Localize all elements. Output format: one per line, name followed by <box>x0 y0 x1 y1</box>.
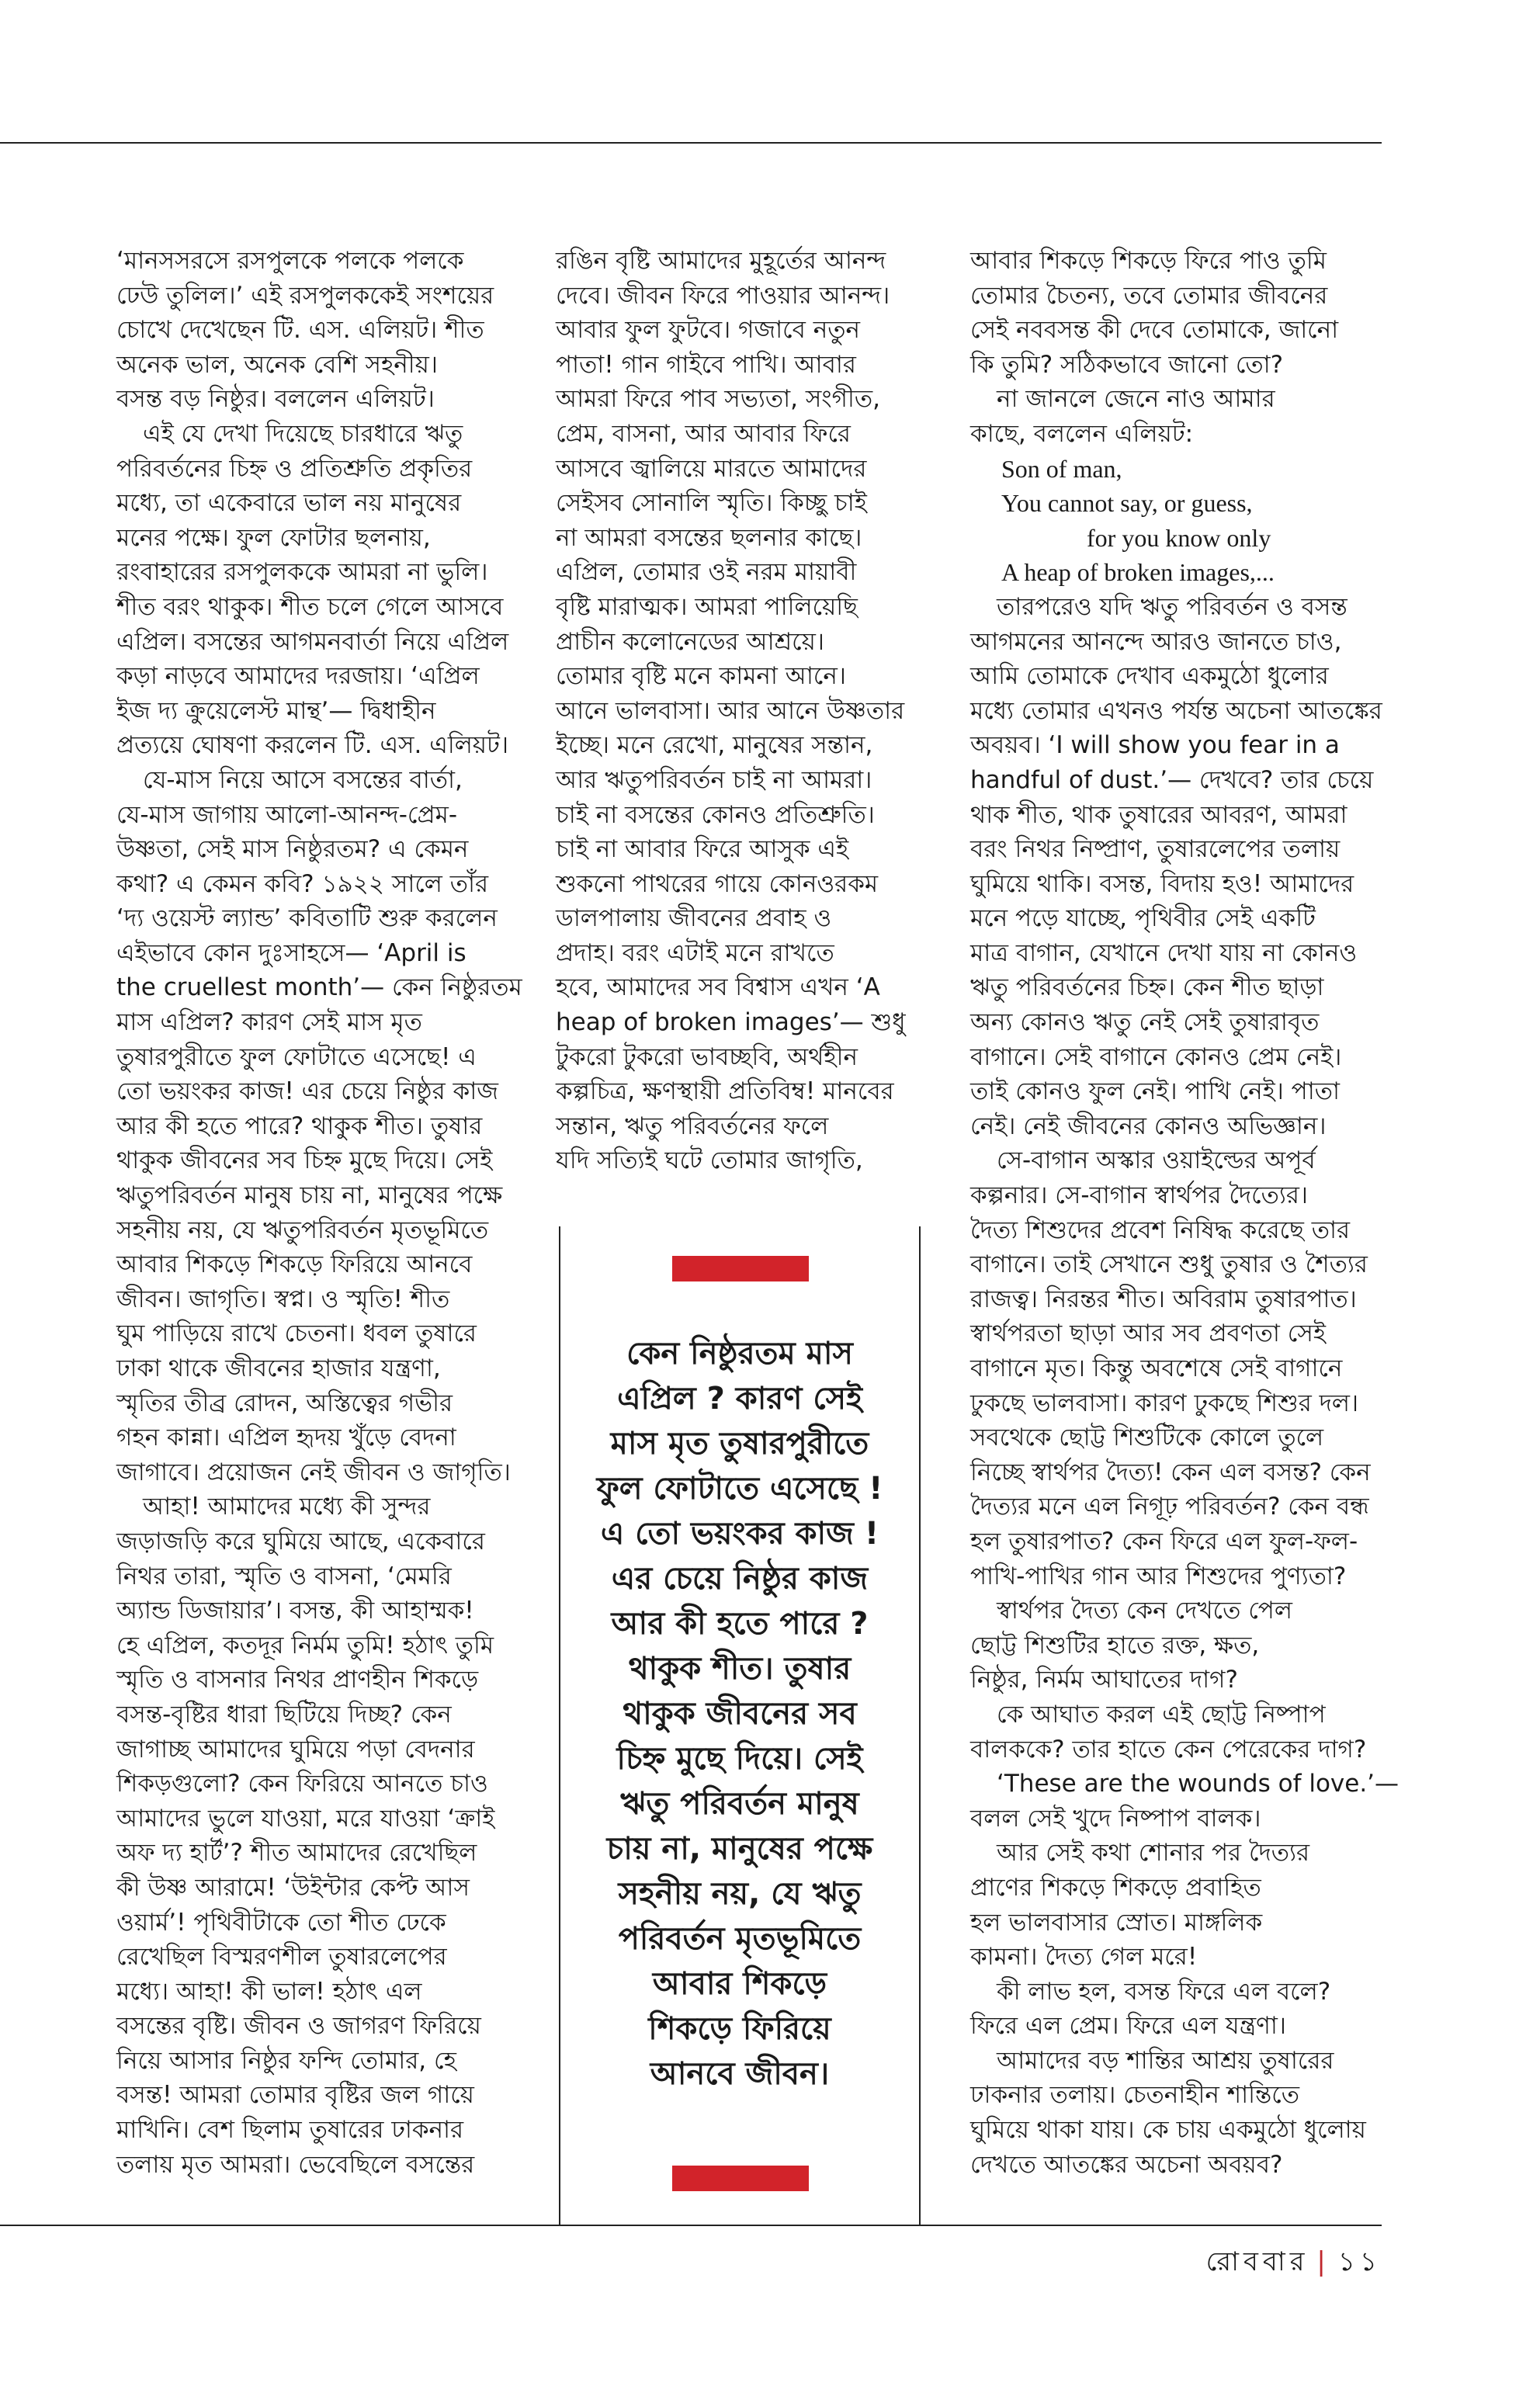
text-line: পাখি-পাখির গান আর শিশুদের পুণ্যতা? <box>970 1562 1347 1590</box>
text-line: বরং নিথর নিষ্প্রাণ, তুষারলেপের তলায় <box>970 835 1341 864</box>
text-line: ঢাকনার তলায়। চেতনাহীন শান্তিতে <box>970 2081 1300 2110</box>
text-line: হল তুষারপাত? কেন ফিরে এল ফুল-ফল- <box>970 1527 1358 1555</box>
text-line: You cannot say, or guess, <box>1001 489 1253 518</box>
text-line: আর সেই কথা শোনার পর দৈত্যর <box>997 1839 1310 1868</box>
pull-quote-line: আর কী হতে পারে ? <box>611 1606 869 1642</box>
text-line: ‘দ্য ওয়েস্ট ল্যান্ড’ কবিতাটি শুরু করলেন <box>116 904 498 933</box>
text-line: জাগাবে। প্রয়োজন নেই জীবন ও জাগৃতি। <box>116 1458 511 1486</box>
text-line: সেইসব সোনালি স্মৃতি। কিচ্ছু চাই <box>556 489 867 518</box>
text-line: heap of broken images’— শুধু <box>556 1008 906 1037</box>
text-line: হল ভালবাসার স্রোত। মাঙ্গলিক <box>970 1908 1263 1937</box>
text-line: চাই না আবার ফিরে আসুক এই <box>556 835 849 864</box>
text-line: for you know only <box>1087 523 1271 552</box>
text-line: কাছে, বললেন এলিয়ট: <box>970 419 1194 448</box>
text-line: নিষ্ঠুর, নির্মম আঘাতের দাগ? <box>970 1666 1238 1694</box>
text-line: আমাদের ভুলে যাওয়া, মরে যাওয়া ‘ক্রাই <box>116 1804 495 1833</box>
text-line: ফিরে এল প্রেম। ফিরে এল যন্ত্রণা। <box>970 2012 1286 2041</box>
text-line: হবে, আমাদের সব বিশ্বাস এখন ‘A <box>556 973 880 1002</box>
text-line: জাগাচ্ছ আমাদের ঘুমিয়ে পড়া বেদনার <box>116 1735 475 1764</box>
text-line: ওয়ার্ম’! পৃথিবীটাকে তো শীত ঢেকে <box>116 1908 446 1937</box>
page-footer <box>1206 2242 1382 2286</box>
text-line: শুকনো পাথরের গায়ে কোনওরকম <box>556 869 879 898</box>
text-line: তলায় মৃত আমরা। ভেবেছিলে বসন্তের <box>116 2150 475 2179</box>
pull-quote-line: চিহ্ন মুছে দিয়ে। সেই <box>616 1741 863 1777</box>
pull-quote-line: এ তো ভয়ংকর কাজ ! <box>600 1516 879 1552</box>
text-line: দৈত্য শিশুদের প্রবেশ নিষিদ্ধ করেছে তার <box>970 1216 1351 1244</box>
text-line: থাক শীত, থাক তুষারের আবরণ, আমরা <box>970 800 1348 829</box>
footer-separator: | <box>1316 2246 1330 2277</box>
text-line: যে-মাস জাগায় আলো-আনন্দ-প্রেম- <box>116 800 458 829</box>
text-line: তোমার বৃষ্টি মনে কামনা আনে। <box>556 662 846 691</box>
text-line: না জানলে জেনে নাও আমার <box>997 385 1275 414</box>
text-line: ঋতু পরিবর্তনের চিহ্ন। কেন শীত ছাড়া <box>970 973 1324 1002</box>
text-line: ঘুমিয়ে থাকা যায়। কে চায় একমুঠো ধুলোয় <box>970 2116 1366 2145</box>
text-line: আর ঋতুপরিবর্তন চাই না আমরা। <box>556 765 872 794</box>
text-line: সহনীয় নয়, যে ঋতুপরিবর্তন মৃতভূমিতে <box>116 1216 489 1244</box>
text-line: বসন্ত! আমরা তোমার বৃষ্টির জল গায়ে <box>116 2081 474 2110</box>
text-line: বাগানে। তাই সেখানে শুধু তুষার ও শৈত্যর <box>970 1250 1368 1279</box>
text-line: প্রাণের শিকড়ে শিকড়ে প্রবাহিত <box>970 1873 1261 1902</box>
pull-quote-line: আবার শিকড়ে <box>652 1966 827 2002</box>
pull-quote-top-bar <box>672 1256 809 1281</box>
text-line: আমাদের বড় শান্তির আশ্রয় তুষারের <box>997 2046 1334 2075</box>
text-line: প্রত্যয়ে ঘোষণা করলেন টি. এস. এলিয়ট। <box>116 731 509 760</box>
text-line: কথা? এ কেমন কবি? ১৯২২ সালে তাঁর <box>116 869 489 898</box>
text-line: পরিবর্তনের চিহ্ন ও প্রতিশ্রুতি প্রকৃতির <box>116 454 473 483</box>
text-line: চোখে দেখেছেন টি. এস. এলিয়ট। শীত <box>116 316 484 345</box>
text-line: অবয়ব। ‘I will show you fear in a <box>970 731 1340 760</box>
text-line: মাখিনি। বেশ ছিলাম তুষারের ঢাকনার <box>116 2116 464 2145</box>
text-line: ঢাকা থাকে জীবনের হাজার যন্ত্রণা, <box>116 1354 441 1382</box>
pull-quote-line: আনবে জীবন। <box>650 2056 830 2092</box>
text-line: তোমার চৈতন্য, তবে তোমার জীবনের <box>970 281 1328 310</box>
text-line: রেখেছিল বিস্মরণশীল তুষারলেপের <box>116 1943 447 1972</box>
text-line: রাজত্ব। নিরন্তর শীত। অবিরাম তুষারপাত। <box>970 1285 1357 1313</box>
text-line: মনে পড়ে যাচ্ছে, পৃথিবীর সেই একটি <box>970 904 1316 933</box>
text-line: এপ্রিল। বসন্তের আগমনবার্তা নিয়ে এপ্রিল <box>116 627 509 656</box>
text-line: the cruellest month’— কেন নিষ্ঠুরতম <box>116 973 522 1002</box>
text-line: নিচ্ছে স্বার্থপর দৈত্য! কেন এল বসন্ত? কেন <box>970 1458 1371 1486</box>
text-line: ঢুকছে ভালবাসা। কারণ ঢুকছে শিশুর দল। <box>970 1389 1359 1417</box>
text-line: তারপরেও যদি ঋতু পরিবর্তন ও বসন্ত <box>997 592 1348 621</box>
text-line: যে-মাস নিয়ে আসে বসন্তের বার্তা, <box>143 765 463 794</box>
article-column-3 <box>970 244 1399 2182</box>
text-line: আবার ফুল ফুটবে। গজাবে নতুন <box>556 316 860 345</box>
text-line: কে আঘাত করল এই ছোট্ট নিষ্পাপ <box>997 1700 1326 1729</box>
text-line: বৃষ্টি মারাত্মক। আমরা পালিয়েছি <box>556 592 858 621</box>
text-line: জড়াজড়ি করে ঘুমিয়ে আছে, একেবারে <box>116 1527 485 1555</box>
text-line: Son of man, <box>1001 454 1122 483</box>
text-line: A heap of broken images,... <box>1001 558 1275 587</box>
text-line: কল্পচিত্র, ক্ষণস্থায়ী প্রতিবিম্ব! মানবের <box>556 1077 894 1106</box>
text-line: থাকুক জীবনের সব চিহ্ন মুছে দিয়ে। সেই <box>116 1146 493 1175</box>
text-line: আমরা ফিরে পাব সভ্যতা, সংগীত, <box>556 385 880 414</box>
text-line: স্মৃতির তীব্র রোদন, অস্তিত্বের গভীর <box>116 1389 453 1417</box>
text-line: কী উষ্ণ আরামে! ‘উইন্টার কেপ্ট আস <box>116 1873 470 1902</box>
text-line: টুকরো টুকরো ভাবচ্ছবি, অর্থহীন <box>556 1042 858 1071</box>
text-line: আবার শিকড়ে শিকড়ে ফিরে পাও তুমি <box>970 247 1327 275</box>
text-line: তুষারপুরীতে ফুল ফোটাতে এসেছে! এ <box>116 1042 477 1071</box>
text-line: স্বার্থপর দৈত্য কেন দেখতে পেল <box>997 1597 1292 1625</box>
text-line: দেখতে আতঙ্কের অচেনা অবয়ব? <box>970 2150 1283 2179</box>
text-line: চাই না বসন্তের কোনও প্রতিশ্রুতি। <box>556 800 875 829</box>
text-line: না আমরা বসন্তের ছলনার কাছে। <box>556 523 862 552</box>
text-line: দৈত্যর মনে এল নিগূঢ় পরিবর্তন? কেন বন্ধ <box>970 1493 1369 1521</box>
text-line: বসন্ত-বৃষ্টির ধারা ছিটিয়ে দিচ্ছ? কেন <box>116 1700 452 1729</box>
pull-quote-line: এপ্রিল ? কারণ সেই <box>617 1381 862 1417</box>
text-line: মাত্র বাগান, যেখানে দেখা যায় না কোনও <box>970 938 1358 967</box>
text-line: ঋতুপরিবর্তন মানুষ চায় না, মানুষের পক্ষে <box>116 1181 503 1210</box>
text-line: যদি সত্যিই ঘটে তোমার জাগৃতি, <box>556 1146 863 1175</box>
pull-quote-line: সহনীয় নয়, যে ঋতু <box>618 1876 862 1912</box>
bottom-rule <box>0 2225 1382 2226</box>
text-line: ইজ দ্য ক্রুয়েলেস্ট মান্থ’— দ্বিধাহীন <box>116 696 436 725</box>
pull-quote-line: কেন নিষ্ঠুরতম মাস <box>626 1336 853 1372</box>
text-line: সন্তান, ঋতু পরিবর্তনের ফলে <box>556 1112 829 1140</box>
text-line: ডালপালায় জীবনের প্রবাহ ও <box>556 904 832 933</box>
text-line: আমি তোমাকে দেখাব একমুঠো ধুলোর <box>970 662 1329 691</box>
pull-quote-bottom-bar <box>672 2166 809 2191</box>
text-line: আগমনের আনন্দে আরও জানতে চাও, <box>970 627 1342 656</box>
text-line: বাগানে। সেই বাগানে কোনও প্রেম নেই। <box>970 1042 1342 1071</box>
text-line: মনের পক্ষে। ফুল ফোটার ছলনায়, <box>116 523 431 552</box>
text-line: আহা! আমাদের মধ্যে কী সুন্দর <box>143 1493 431 1521</box>
pull-quote <box>560 1331 919 2096</box>
pull-quote-line: থাকুক জীবনের সব <box>623 1696 857 1732</box>
text-line: ঢেউ তুলিল।’ এই রসপুলককেই সংশয়ের <box>116 281 494 310</box>
text-line: মধ্যে। আহা! কী ভাল! হঠাৎ এল <box>116 1977 422 2006</box>
text-line: রঙিন বৃষ্টি আমাদের মুহূর্তের আনন্দ <box>556 247 886 275</box>
text-line: উষ্ণতা, সেই মাস নিষ্ঠুরতম? এ কেমন <box>116 835 469 864</box>
text-line: সে-বাগান অস্কার ওয়াইল্ডের অপূর্ব <box>997 1146 1316 1175</box>
text-line: বাগানে মৃত। কিন্তু অবশেষে সেই বাগানে <box>970 1354 1343 1382</box>
page-number: ১১ <box>1337 2246 1382 2277</box>
text-line: আসবে জ্বালিয়ে মারতে আমাদের <box>556 454 867 483</box>
text-line: স্মৃতি ও বাসনার নিথর প্রাণহীন শিকড়ে <box>116 1666 479 1694</box>
text-line: অন্য কোনও ঋতু নেই সেই তুষারাবৃত <box>970 1008 1320 1037</box>
text-line: বালককে? তার হাতে কেন পেরেকের দাগ? <box>970 1735 1367 1764</box>
article-column-1 <box>116 244 522 2182</box>
text-line: শিকড়গুলো? কেন ফিরিয়ে আনতে চাও <box>116 1770 488 1798</box>
text-line: তাই কোনও ফুল নেই। পাখি নেই। পাতা <box>970 1077 1340 1106</box>
text-line: বলল সেই খুদে নিষ্পাপ বালক। <box>970 1804 1261 1833</box>
text-line: প্রদাহ। বরং এটাই মনে রাখতে <box>556 938 834 967</box>
text-line: ইচ্ছে। মনে রেখো, মানুষের সন্তান, <box>556 731 873 760</box>
text-line: অ্যান্ড ডিজায়ার’। বসন্ত, কী আহাম্মক! <box>116 1597 474 1625</box>
pull-quote-line: থাকুক শীত। তুষার <box>628 1651 852 1687</box>
text-line: মাস এপ্রিল? কারণ সেই মাস মৃত <box>116 1008 422 1037</box>
text-line: অফ দ্য হার্ট’? শীত আমাদের রেখেছিল <box>116 1839 477 1868</box>
text-line: তো ভয়ংকর কাজ! এর চেয়ে নিষ্ঠুর কাজ <box>116 1077 498 1106</box>
pull-quote-line: ফুল ফোটাতে এসেছে ! <box>596 1471 883 1507</box>
text-line: হে এপ্রিল, কতদূর নির্মম তুমি! হঠাৎ তুমি <box>116 1631 494 1659</box>
text-line: মধ্যে, তা একেবারে ভাল নয় মানুষের <box>116 489 462 518</box>
text-line: অনেক ভাল, অনেক বেশি সহনীয়। <box>116 350 438 379</box>
text-line: এইভাবে কোন দুঃসাহসে— ‘April is <box>116 938 467 967</box>
text-line: জীবন। জাগৃতি। স্বপ্ন। ও স্মৃতি! শীত <box>116 1285 450 1313</box>
text-line: কী লাভ হল, বসন্ত ফিরে এল বলে? <box>997 1977 1331 2006</box>
text-line: গহন কান্না। এপ্রিল হৃদয় খুঁড়ে বেদনা <box>116 1424 456 1452</box>
text-line: আবার শিকড়ে শিকড়ে ফিরিয়ে আনবে <box>116 1250 473 1279</box>
publication-name: রোববার <box>1205 2246 1309 2277</box>
column-divider-right <box>919 1226 921 2225</box>
pull-quote-line: পরিবর্তন মৃতভূমিতে <box>618 1921 862 1957</box>
text-line: স্বার্থপরতা ছাড়া আর সব প্রবণতা সেই <box>970 1320 1326 1348</box>
pull-quote-line: এর চেয়ে নিষ্ঠুর কাজ <box>611 1561 869 1597</box>
text-line: প্রাচীন কলোনেডের আশ্রয়ে। <box>556 627 824 656</box>
article-column-2 <box>556 244 906 1178</box>
text-line: পাতা! গান গাইবে পাখি। আবার <box>556 350 856 379</box>
text-line: সবথেকে ছোট্ট শিশুটিকে কোলে তুলে <box>970 1424 1324 1452</box>
text-line: কামনা। দৈত্য গেল মরে! <box>970 1943 1198 1972</box>
text-line: রংবাহারের রসপুলককে আমরা না ভুলি। <box>116 558 488 587</box>
text-line: বসন্ত বড় নিষ্ঠুর। বললেন এলিয়ট। <box>116 385 435 414</box>
text-line: handful of dust.’— দেখবে? তার চেয়ে <box>970 765 1374 794</box>
text-line: বসন্তের বৃষ্টি। জীবন ও জাগরণ ফিরিয়ে <box>116 2012 481 2041</box>
text-line: শীত বরং থাকুক। শীত চলে গেলে আসবে <box>116 592 504 621</box>
text-line: এপ্রিল, তোমার ওই নরম মায়াবী <box>556 558 857 587</box>
text-line: ‘মানসসরসে রসপুলকে পলকে পলকে <box>116 247 464 275</box>
text-line: সেই নববসন্ত কী দেবে তোমাকে, জানো <box>970 316 1339 345</box>
text-line: কি তুমি? সঠিকভাবে জানো তো? <box>970 350 1284 379</box>
text-line: কড়া নাড়বে আমাদের দরজায়। ‘এপ্রিল <box>116 662 480 691</box>
text-line: নিথর তারা, স্মৃতি ও বাসনা, ‘মেমরি <box>116 1562 452 1590</box>
text-line: ঘুম পাড়িয়ে রাখে চেতনা। ধবল তুষারে <box>116 1320 477 1348</box>
pull-quote-line: চায় না, মানুষের পক্ষে <box>606 1831 873 1867</box>
text-line: ছোট্ট শিশুটির হাতে রক্ত, ক্ষত, <box>970 1631 1260 1659</box>
text-line: আনে ভালবাসা। আর আনে উষ্ণতার <box>556 696 905 725</box>
text-line: আর কী হতে পারে? থাকুক শীত। তুষার <box>116 1112 483 1140</box>
text-line: ঘুমিয়ে থাকি। বসন্ত, বিদায় হও! আমাদের <box>970 869 1354 898</box>
text-line: কল্পনার। সে-বাগান স্বার্থপর দৈত্যের। <box>970 1181 1308 1210</box>
pull-quote-line: শিকড়ে ফিরিয়ে <box>648 2011 831 2047</box>
text-line: এই যে দেখা দিয়েছে চারধারে ঋতু <box>143 419 463 448</box>
text-line: ‘These are the wounds of love.’— <box>997 1770 1400 1798</box>
text-line: দেবে। জীবন ফিরে পাওয়ার আনন্দ। <box>556 281 890 310</box>
text-line: মধ্যে তোমার এখনও পর্যন্ত অচেনা আতঙ্কের <box>970 696 1382 725</box>
text-line: নিয়ে আসার নিষ্ঠুর ফন্দি তোমার, হে <box>116 2046 456 2075</box>
text-line: প্রেম, বাসনা, আর আবার ফিরে <box>556 419 851 448</box>
pull-quote-line: ঋতু পরিবর্তন মানুষ <box>620 1786 859 1822</box>
text-line: নেই। নেই জীবনের কোনও অভিজ্ঞান। <box>970 1112 1327 1140</box>
pull-quote-line: মাস মৃত তুষারপুরীতে <box>610 1426 869 1462</box>
top-rule <box>0 142 1382 144</box>
